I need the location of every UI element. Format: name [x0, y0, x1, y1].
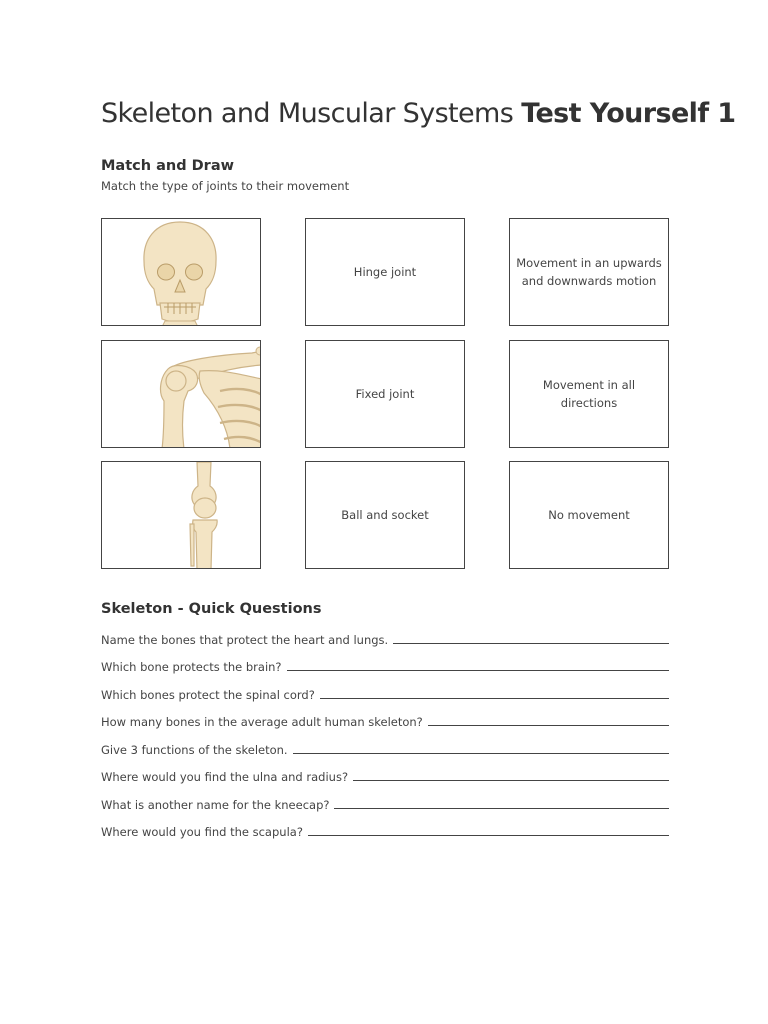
question-text: Which bone protects the brain?: [101, 660, 282, 674]
joint-card-2: [305, 340, 465, 448]
quiz-section-heading: Skeleton - Quick Questions: [101, 601, 322, 617]
joint-label: Ball and socket: [341, 508, 429, 522]
question-row: [101, 741, 669, 757]
illustration-card-shoulder: [101, 340, 261, 448]
question-text: Which bones protect the spinal cord?: [101, 688, 315, 702]
question-text: Where would you find the scapula?: [101, 825, 303, 839]
knee-joint-icon: [102, 462, 261, 569]
answer-line[interactable]: [308, 834, 669, 836]
question-text: What is another name for the kneecap?: [101, 798, 330, 812]
title-regular: Skeleton and Muscular Systems: [101, 98, 514, 129]
skull-icon: [102, 219, 261, 326]
question-text: Give 3 functions of the skeleton.: [101, 743, 288, 757]
answer-line[interactable]: [320, 697, 669, 699]
joint-card-3: [305, 461, 465, 569]
movement-card-1: [509, 218, 669, 326]
question-row: [101, 686, 669, 702]
title-bold: Test Yourself 1: [521, 98, 736, 129]
question-text: Name the bones that protect the heart and lungs.: [101, 633, 389, 647]
answer-line[interactable]: [353, 779, 669, 781]
movement-card-2: [509, 340, 669, 448]
joint-card-1: [305, 218, 465, 326]
question-row: [101, 796, 669, 812]
question-row: [101, 631, 669, 647]
movement-label: Movement in an upwards and downwards motion: [516, 256, 662, 288]
answer-line[interactable]: [287, 669, 669, 671]
answer-line[interactable]: [334, 807, 669, 809]
match-section-heading: Match and Draw: [101, 158, 235, 174]
movement-card-3: [509, 461, 669, 569]
illustration-card-knee: [101, 461, 261, 569]
match-instruction: Match the type of joints to their movement: [101, 179, 350, 193]
shoulder-joint-icon: [102, 341, 261, 448]
answer-line[interactable]: [293, 752, 669, 754]
question-row: [101, 658, 669, 674]
answer-line[interactable]: [428, 724, 669, 726]
question-text: Where would you find the ulna and radius?: [101, 770, 349, 784]
question-text: How many bones in the average adult human skeleton?: [101, 715, 423, 729]
illustration-card-skull: [101, 218, 261, 326]
movement-label: Movement in all directions: [542, 378, 636, 410]
movement-label: No movement: [548, 508, 630, 522]
question-row: [101, 823, 669, 839]
joint-label: Fixed joint: [355, 387, 415, 401]
question-row: [101, 768, 669, 784]
answer-line[interactable]: [393, 642, 669, 644]
question-row: [101, 713, 669, 729]
joint-label: Hinge joint: [353, 265, 417, 279]
page-title: [101, 98, 735, 129]
